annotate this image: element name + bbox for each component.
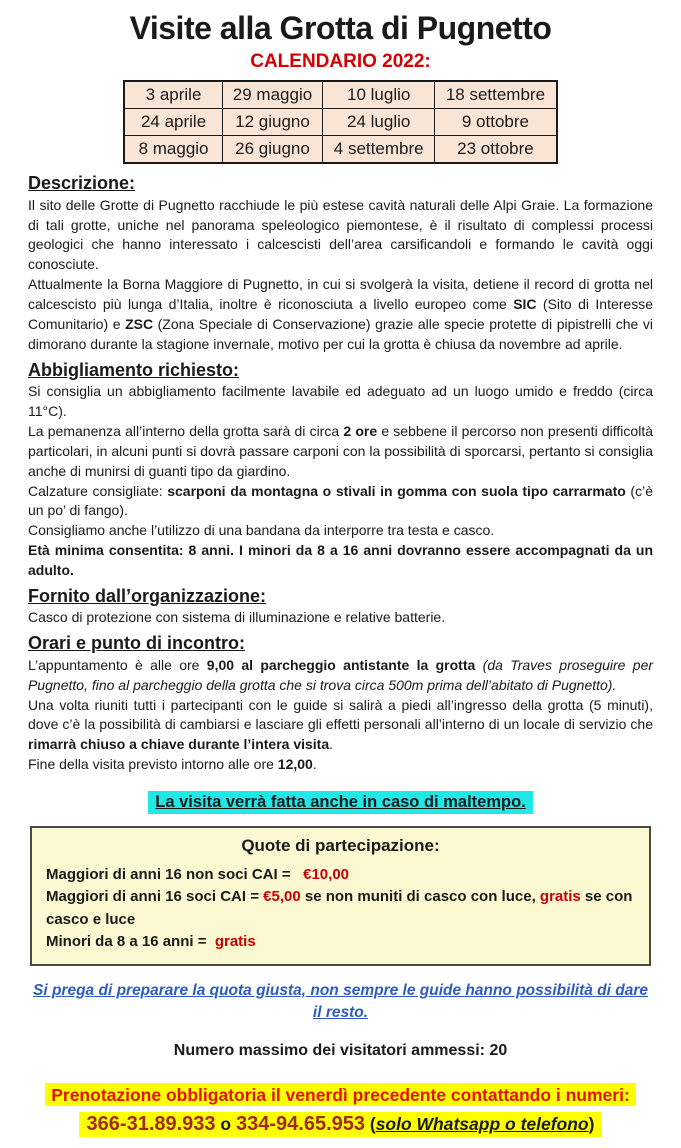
weather-notice-line bbox=[28, 791, 653, 814]
calendar-date-cell: 3 aprile bbox=[124, 81, 222, 109]
text-run: se con casco e luce bbox=[46, 888, 633, 928]
abbigliamento-paragraph-1 bbox=[28, 382, 653, 422]
text-run: (c’è un po’ di fango). bbox=[28, 482, 653, 519]
text-run: Consigliamo anche l’utilizzo di una bandana da interporre tra testa e casco. bbox=[28, 522, 495, 539]
text-run: 334-94.65.953 bbox=[235, 1113, 365, 1136]
participation-fees-box bbox=[30, 826, 651, 965]
section-heading-orari: Orari e punto di incontro: bbox=[28, 633, 245, 654]
calendar-row bbox=[124, 81, 556, 109]
text-run: Calzature consigliate: bbox=[28, 482, 168, 499]
text-run: €10,00 bbox=[303, 865, 350, 883]
abbigliamento-paragraph-5 bbox=[28, 541, 653, 581]
booking-phone-numbers bbox=[79, 1112, 603, 1137]
text-run: (da Traves proseguire per Pugnetto, fino al parcheggio della grotta che si trova circa 500m prima dell’abitato di Pugnetto). bbox=[28, 656, 654, 693]
calendar-date-cell: 18 settembre bbox=[435, 81, 557, 109]
section-heading-descrizione: Descrizione: bbox=[28, 173, 136, 194]
text-run: . bbox=[329, 736, 334, 753]
text-run: 12,00 bbox=[277, 756, 313, 773]
booking-banner bbox=[28, 1082, 653, 1140]
calendar-date-cell: 9 ottobre bbox=[435, 108, 557, 135]
abbigliamento-paragraph-4 bbox=[28, 521, 653, 541]
exact-change-note-text: Si prega di preparare la quota giusta, non sempre le guide hanno possibilità di dare il resto. bbox=[33, 981, 648, 1021]
text-run: La pemanenza all’interno della grotta sarà di circa bbox=[28, 422, 344, 439]
booking-required-text: Prenotazione obbligatoria il venerdì precedente contattando i numeri: bbox=[45, 1083, 636, 1106]
text-run: se non muniti di casco con luce, bbox=[300, 888, 540, 906]
text-run: Il sito delle Grotte di Pugnetto racchiude le più estese cavità naturali delle Alpi Graie. La formazione di tali grotte, uniche nel panorama speleologico piemontese, è il risultato di complessi processi geologici che hanno interessato i calcescisti dell’area carsificandoli e formando le cavità oggi conosciute. bbox=[28, 196, 653, 273]
section-fornito bbox=[28, 585, 653, 628]
text-run: rimarrà chiuso a chiave durante l’intera visita bbox=[28, 736, 330, 753]
text-run: 9,00 al parcheggio antistante la grotta bbox=[206, 656, 476, 673]
text-run: Si consiglia un abbigliamento facilmente lavabile ed adeguato ad un luogo umido e freddo (circa 11°C). bbox=[28, 383, 653, 420]
text-run: gratis bbox=[539, 888, 581, 906]
text-run: 2 ore bbox=[343, 422, 378, 439]
text-run: L’appuntamento è alle ore bbox=[28, 656, 207, 673]
text-run: Maggiori di anni 16 soci CAI = bbox=[46, 888, 264, 906]
calendar-row bbox=[124, 108, 556, 135]
text-run: (Zona Speciale di Conservazione) grazie alle specie protette di pipistrelli che vi dimorano durante la stagione invernale, motivo per cui la grotta è chiusa da novembre ad aprile. bbox=[28, 315, 653, 352]
calendar-date-cell: 24 aprile bbox=[124, 108, 222, 135]
text-run bbox=[475, 657, 482, 673]
text-run: Casco di protezione con sistema di illuminazione e relative batterie. bbox=[28, 609, 446, 626]
text-run: ZSC bbox=[125, 315, 154, 332]
calendar-date-cell: 10 luglio bbox=[323, 81, 435, 109]
calendar-date-cell: 4 settembre bbox=[323, 136, 435, 164]
calendar-date-cell: 24 luglio bbox=[323, 108, 435, 135]
calendar-table-body bbox=[124, 81, 556, 163]
calendar-row bbox=[124, 136, 556, 164]
text-run: (Sito di Interesse Comunitario) e bbox=[28, 296, 653, 332]
fee-line-minors bbox=[46, 931, 635, 954]
fornito-paragraph-1 bbox=[28, 608, 653, 628]
calendar-date-cell: 29 maggio bbox=[222, 81, 322, 109]
calendar-table bbox=[123, 80, 557, 164]
text-run: 366-31.89.933 bbox=[86, 1113, 216, 1136]
text-run: gratis bbox=[214, 933, 256, 951]
calendar-date-cell: 26 giugno bbox=[222, 136, 322, 164]
descrizione-paragraph-1 bbox=[28, 196, 653, 276]
text-run: solo Whatsapp o telefono bbox=[375, 1114, 589, 1135]
section-orari bbox=[28, 632, 653, 775]
text-run: Attualmente la Borna Maggiore di Pugnetto, in cui si svolgerà la visita, detiene il record di grotta nel calcescisto più lunga d’Italia, inoltre è riconosciuta a livello europeo come bbox=[28, 276, 653, 313]
text-run: SIC bbox=[513, 296, 537, 313]
section-heading-abbigliamento: Abbigliamento richiesto: bbox=[28, 359, 240, 380]
fee-line-adults-non-members bbox=[46, 864, 635, 887]
text-run: Minori da 8 a 16 anni = bbox=[46, 933, 215, 951]
section-heading-fornito: Fornito dall’organizzazione: bbox=[28, 585, 266, 606]
abbigliamento-paragraph-2 bbox=[28, 422, 653, 482]
text-run: o bbox=[215, 1114, 236, 1135]
text-run: Età minima consentita: 8 anni. I minori da 8 a 16 anni dovranno essere accompagnati da un adulto. bbox=[28, 542, 653, 579]
booking-banner-line2 bbox=[28, 1109, 653, 1140]
text-run: ) bbox=[588, 1114, 595, 1135]
orari-paragraph-2 bbox=[28, 696, 653, 756]
text-run: e sebbene il percorso non presenti difficoltà particolari, in alcuni punti si dovrà passare carponi con la possibilità di sporcarsi, pertanto si consiglia anche di munirsi di guanti tipo da giardino. bbox=[28, 422, 653, 479]
text-run: Una volta riuniti tutti i partecipanti con le guide si salirà a piedi all’ingresso della grotta (5 minuti), dove c’è la possibilità di cambiarsi e lasciare gli effetti personali all’interno di un locale di servizio che bbox=[28, 696, 653, 733]
orari-paragraph-1 bbox=[28, 656, 653, 696]
text-run: €5,00 bbox=[263, 888, 301, 906]
weather-notice-highlight: La visita verrà fatta anche in caso di maltempo. bbox=[148, 791, 532, 814]
text-run: ( bbox=[365, 1114, 376, 1135]
orari-paragraph-3 bbox=[28, 755, 653, 775]
calendar-date-cell: 23 ottobre bbox=[435, 136, 557, 164]
exact-change-note bbox=[28, 980, 653, 1024]
fees-box-title: Quote di partecipazione: bbox=[241, 836, 440, 856]
section-abbigliamento bbox=[28, 359, 653, 581]
text-run: scarponi da montagna o stivali in gomma con suola tipo carrarmato bbox=[167, 482, 626, 499]
page-title: Visite alla Grotta di Pugnetto bbox=[129, 10, 552, 46]
calendar-date-cell: 12 giugno bbox=[222, 108, 322, 135]
calendar-date-cell: 8 maggio bbox=[124, 136, 222, 164]
booking-banner-line1 bbox=[28, 1082, 653, 1109]
calendar-subtitle: CALENDARIO 2022: bbox=[250, 50, 431, 72]
abbigliamento-paragraph-3 bbox=[28, 482, 653, 522]
descrizione-paragraph-2 bbox=[28, 275, 653, 355]
text-run: Maggiori di anni 16 non soci CAI = bbox=[46, 865, 304, 883]
text-run: Fine della visita previsto intorno alle ore bbox=[28, 756, 278, 773]
max-visitors-line: Numero massimo dei visitatori ammessi: 20 bbox=[173, 1041, 508, 1059]
fee-line-adults-members bbox=[46, 886, 635, 931]
text-run: . bbox=[312, 756, 317, 773]
section-descrizione bbox=[28, 172, 653, 355]
